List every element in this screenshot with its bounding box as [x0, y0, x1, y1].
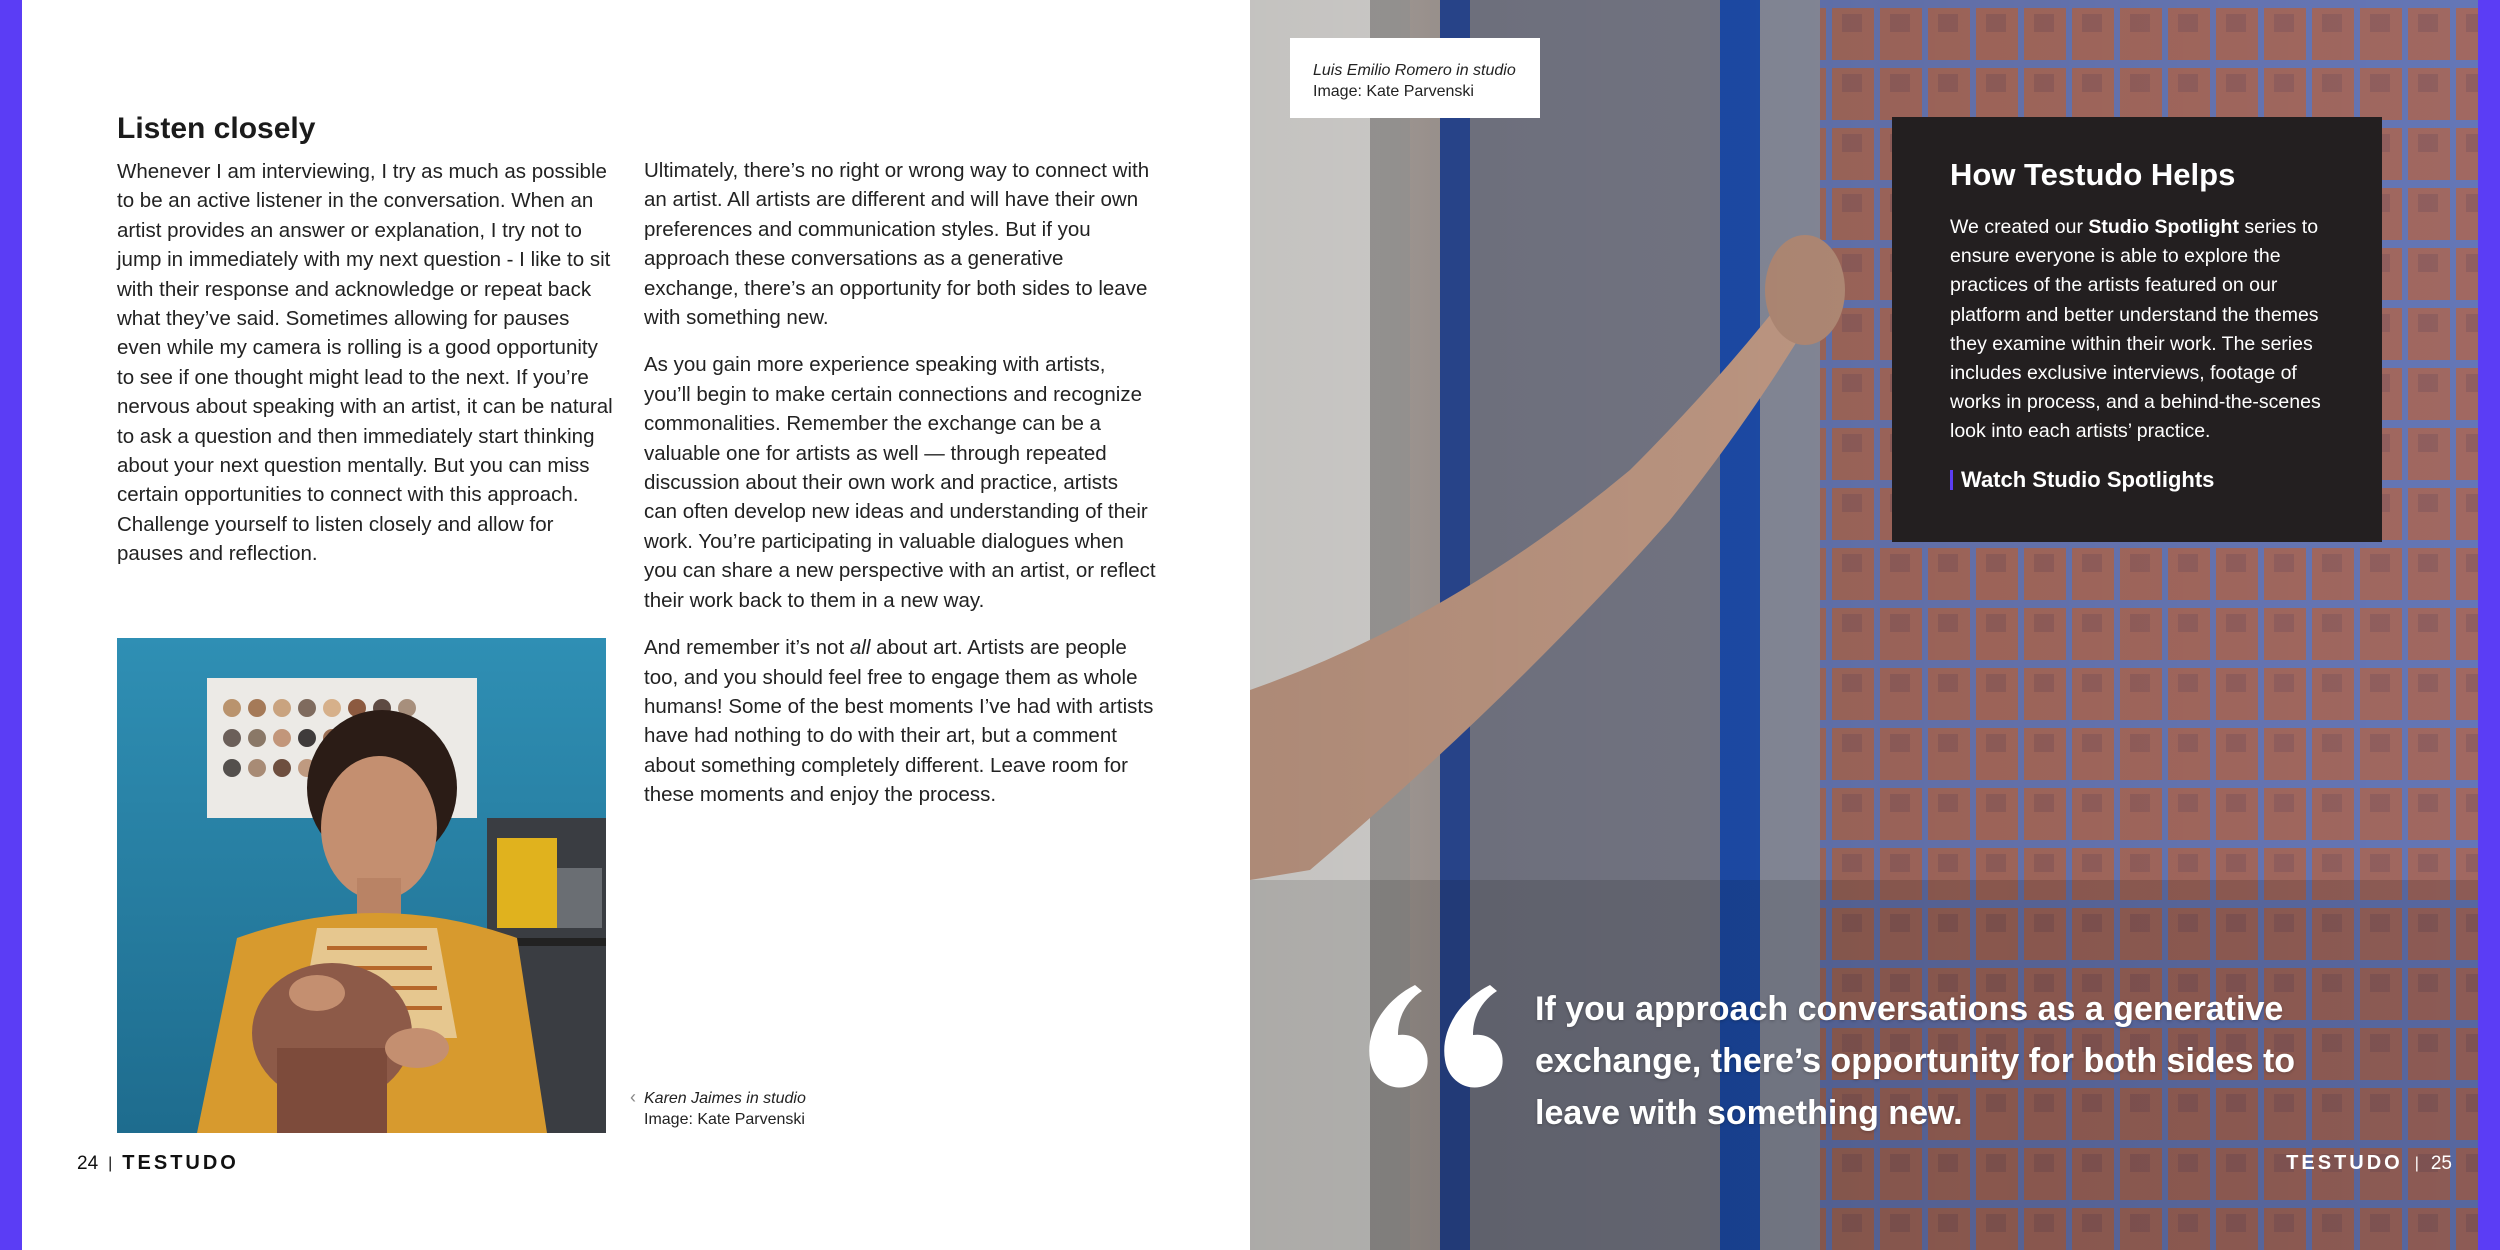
quotation-mark-icon	[1360, 975, 1510, 1095]
right-page	[1250, 0, 2478, 1250]
paragraph: Ultimately, there’s no right or wrong way to connect with an artist. All artists are different and will have their own preferences and communication styles. But if you approach these conversations as a generative exchange, there’s an opportunity for both sides to leave with something new.	[644, 159, 1150, 330]
photo-illustration	[117, 638, 606, 1133]
artist-photo-karen	[117, 638, 606, 1133]
column-b	[644, 156, 1156, 828]
caption-title: Luis Emilio Romero in studio	[1313, 62, 1516, 79]
caption-title: Karen Jaimes in studio	[644, 1090, 806, 1107]
folio-left	[77, 1152, 239, 1175]
link-marker-icon	[1950, 470, 1953, 490]
page-number: 25	[2430, 1152, 2452, 1174]
right-edge-band	[2478, 0, 2500, 1250]
caption-credit: Image: Kate Parvenski	[644, 1111, 805, 1128]
left-page	[22, 0, 1250, 1250]
watch-spotlights-link[interactable]	[1950, 467, 2214, 493]
folio-divider: |	[108, 1154, 113, 1172]
panel-title: How Testudo Helps	[1950, 157, 2236, 192]
photo-caption-box	[1290, 38, 1540, 118]
paragraph: And remember it’s not all about art. Artists are people too, and you should feel free to engage them as whole humans! Some of the best moments I’ve had with artists have had nothing to do with their art, but a comment about something completely different. Leave room for these moments and enjoy the process.	[644, 636, 1154, 807]
brand-wordmark: TESTUDO	[2286, 1152, 2403, 1174]
paragraph: Whenever I am interviewing, I try as much as possible to be an active listener in the conversation. When an artist provides an answer or explanation, I try not to jump in immediately with my next question - I like to sit with their response and acknowledge or repeat back what they’ve said. Sometimes allowing for pauses even while my camera is rolling is a good opportunity to see if one thought might lead to the next. If you’re nervous about speaking with an artist, it can be natural to ask a question and then immediately start thinking about your next question mentally. But you can miss certain opportunities to connect with this approach. Challenge yourself to listen closely and allow for pauses and reflection.	[117, 160, 613, 566]
info-panel	[1892, 117, 2382, 542]
brand-wordmark: TESTUDO	[122, 1152, 239, 1174]
caption-pointer-icon: ‹	[630, 1087, 636, 1107]
photo-caption-left	[644, 1088, 806, 1130]
paragraph: As you gain more experience speaking with artists, you’ll begin to make certain connections and recognize commonalities. Remember the exchange can be a valuable one for artists as well — through repeated discussion about their own work and practice, artists can often develop new ideas and understanding of their work. You’re participating in valuable dialogues when you can share a new perspective with an artist, or reflect their work back to them in a new way.	[644, 353, 1156, 612]
section-heading: Listen closely	[117, 112, 316, 145]
panel-body: We created our Studio Spotlight series to ensure everyone is able to explore the practices of the artists featured on our platform and better understand the themes they examine within their work. The series includes exclusive interviews, footage of works in process, and a behind-the-scenes look into each artists’ practice.	[1950, 216, 2321, 443]
caption-credit: Image: Kate Parvenski	[1313, 83, 1474, 100]
pull-quote: If you approach conversations as a generative exchange, there’s opportunity for both sides to leave with something new.	[1535, 990, 2296, 1132]
folio-right	[2286, 1152, 2452, 1175]
link-label: Watch Studio Spotlights	[1961, 467, 2215, 492]
column-a	[117, 157, 613, 587]
page-number: 24	[77, 1152, 99, 1174]
folio-divider: |	[2414, 1154, 2419, 1172]
photo-caption-right	[1313, 60, 1516, 102]
left-edge-band	[0, 0, 22, 1250]
